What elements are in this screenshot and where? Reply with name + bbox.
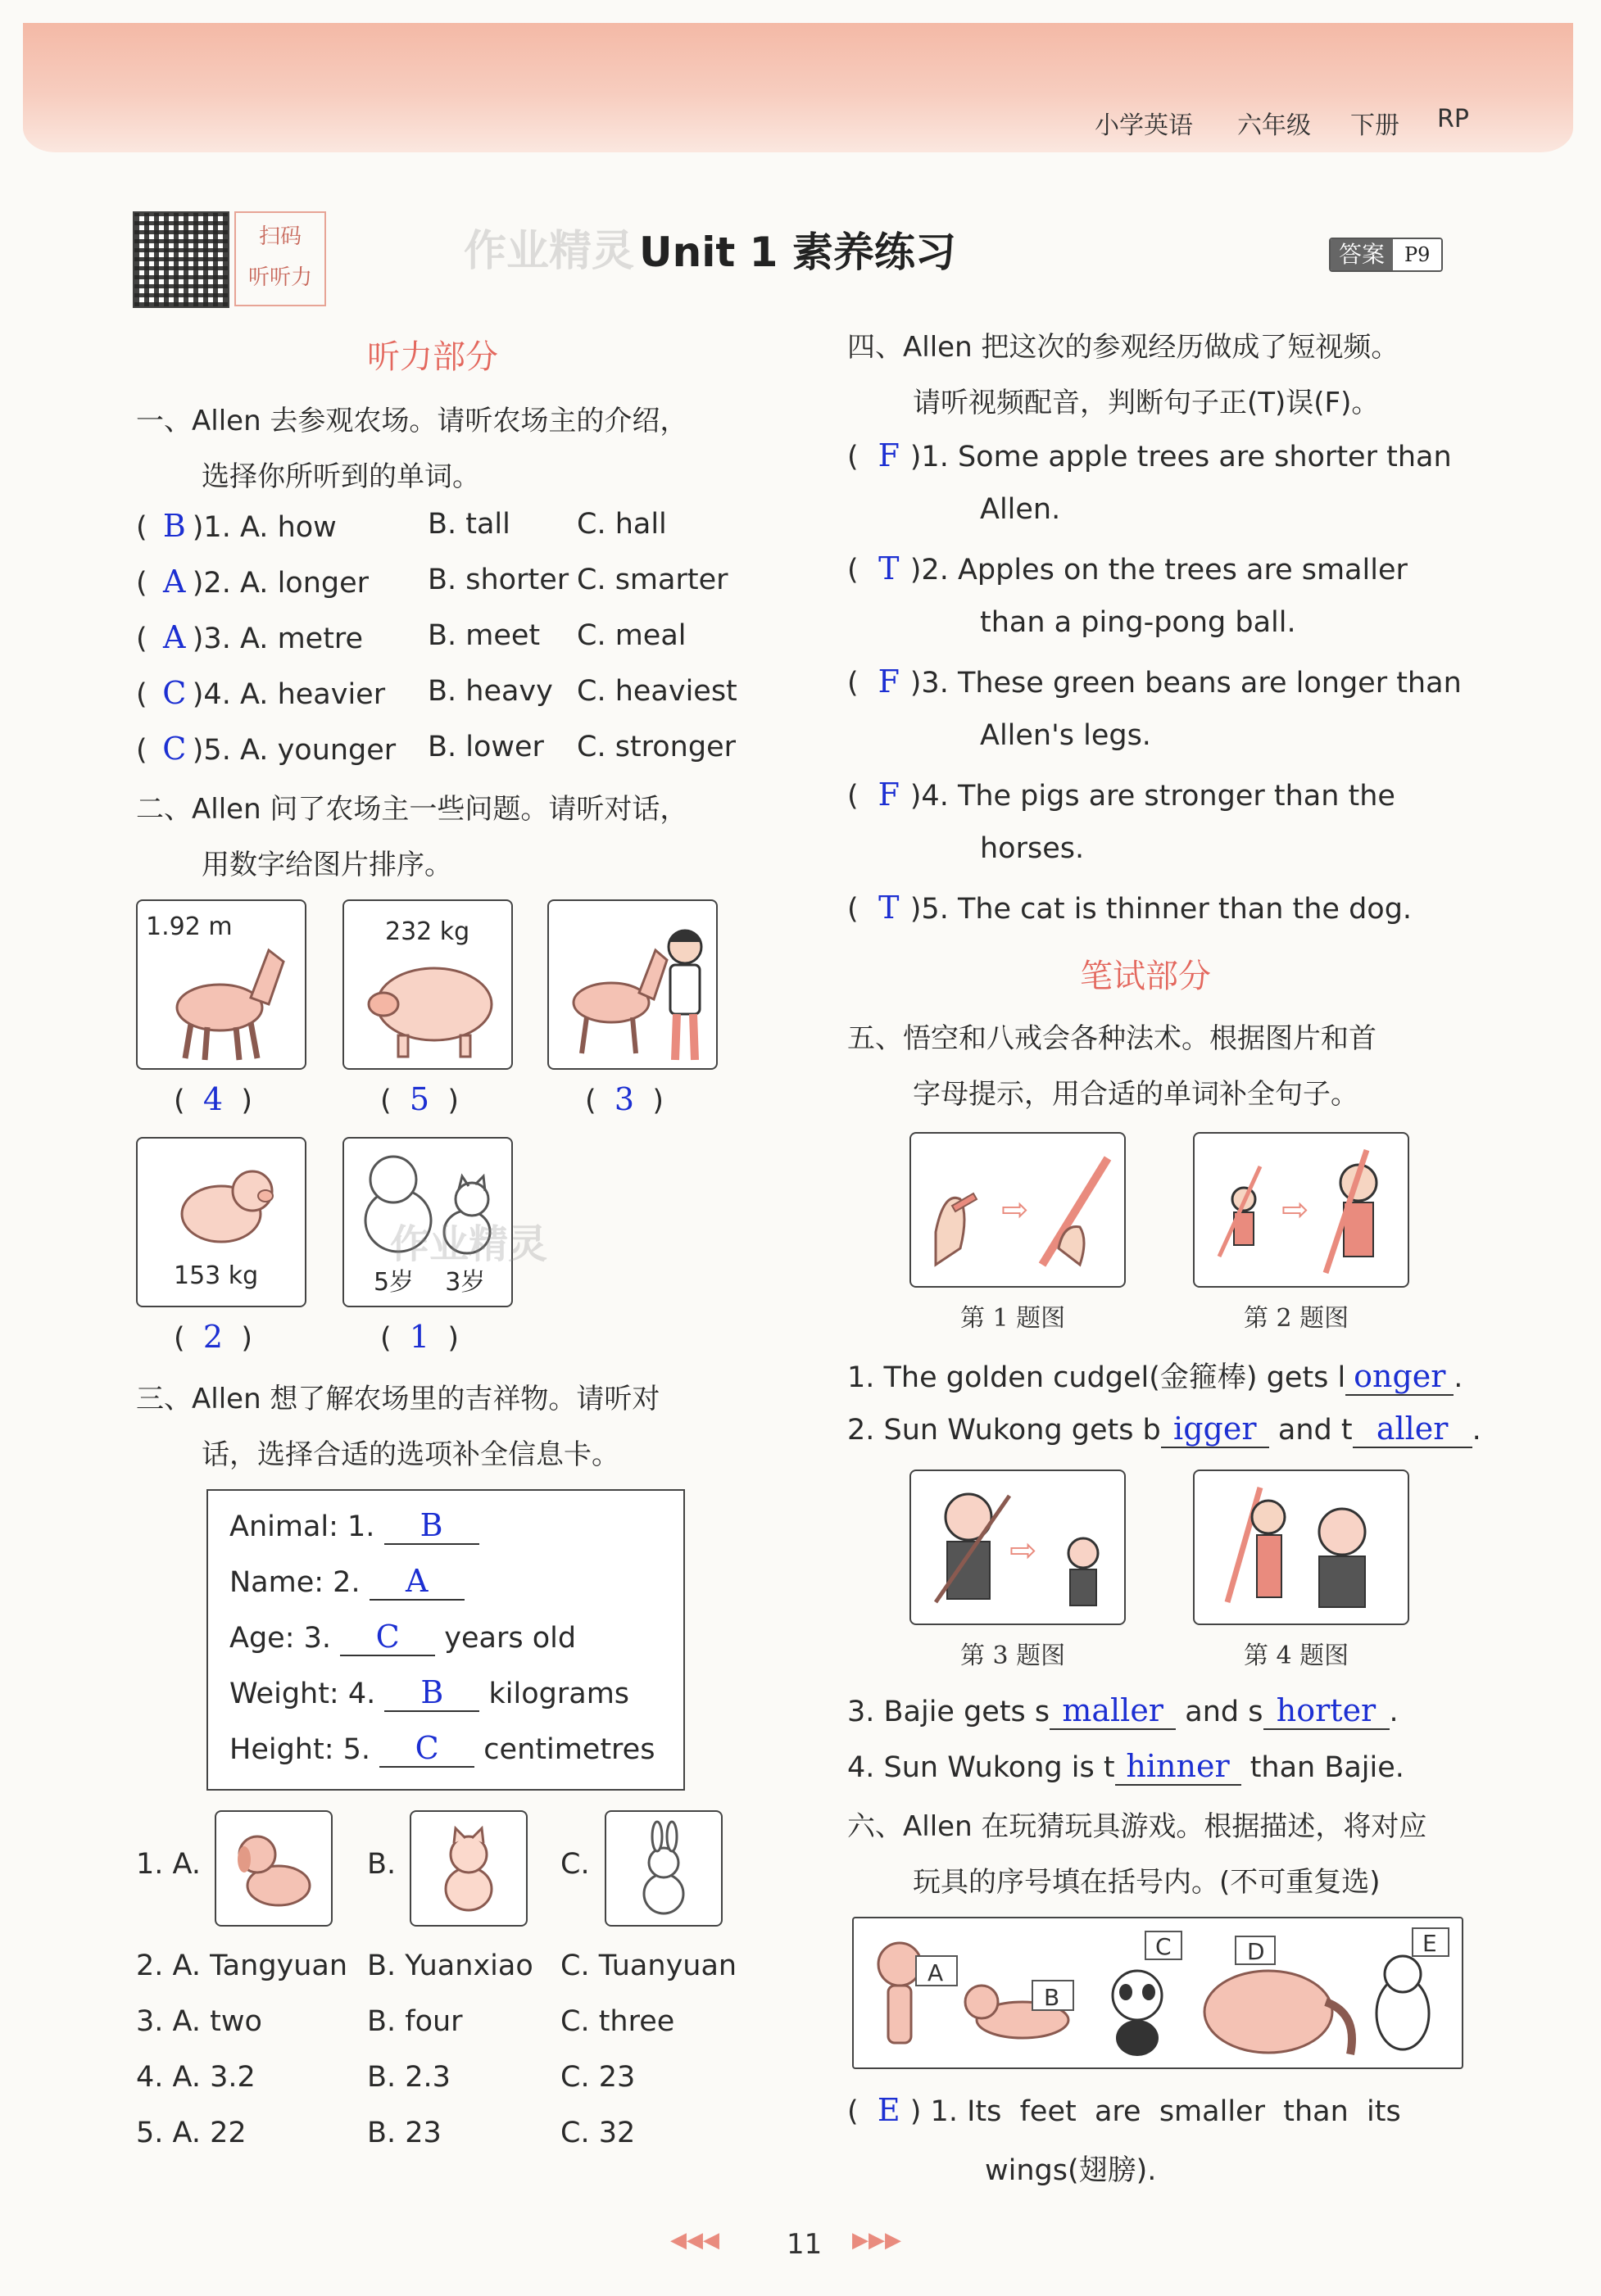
card-label: Age: 3.	[229, 1622, 332, 1655]
piglet-icon	[162, 1155, 285, 1253]
card-row-animal	[229, 1507, 479, 1545]
option-a: A. heavier	[239, 678, 386, 711]
card-row-weight	[229, 1674, 629, 1712]
pic-label: 153 kg	[174, 1261, 259, 1290]
q3-option-b: B. four	[367, 2005, 463, 2038]
qr-label-line2: 听听力	[247, 265, 312, 290]
sec2-instruction-2: 用数字给图片排序。	[202, 849, 452, 881]
dog-icon	[228, 1823, 321, 1915]
bajie-shrinking-icon	[919, 1479, 1119, 1619]
sentence-text: 4. Sun Wukong is t	[847, 1751, 1115, 1784]
item-number: )5.	[192, 734, 231, 767]
option-b: B. lower	[428, 731, 544, 763]
sec4-item-1-cont: Allen.	[980, 493, 1061, 526]
item-number: )3.	[192, 623, 231, 655]
answer: 1	[409, 1319, 430, 1355]
item-number: )1.	[192, 511, 231, 544]
toys-picture	[852, 1917, 1463, 2069]
page-title: Unit 1 素养练习	[639, 229, 956, 276]
option-c: C. hall	[577, 508, 667, 541]
flag-b: B	[1044, 1984, 1060, 2011]
answer: B	[384, 1674, 479, 1712]
answer: 5	[409, 1081, 430, 1117]
item-text: )1. Some apple trees are shorter than	[909, 441, 1452, 473]
sec1-item-2: ( A )2. A. longer	[136, 564, 370, 600]
sec5-picture-4	[1193, 1470, 1409, 1625]
watermark: 作业精灵	[464, 227, 635, 276]
q4-option-a: 4. A. 3.2	[136, 2061, 256, 2094]
sec1-item-5: ( C )5. A. younger	[136, 731, 397, 767]
caption-3: 第 3 题图	[960, 1642, 1066, 1670]
sec4-item-3-cont: Allen's legs.	[980, 719, 1151, 752]
answer: A	[163, 619, 186, 655]
rabbit-icon	[618, 1820, 711, 1918]
watermark-2: 作业精灵	[390, 1221, 548, 1267]
q2-option-c: C. Tuanyuan	[560, 1950, 737, 1982]
answer: onger	[1345, 1358, 1454, 1396]
option-b: B. shorter	[428, 564, 569, 596]
q1-option-c-label: C.	[560, 1848, 590, 1881]
sec1-item-1: ( B )1. A. how	[136, 508, 337, 544]
qr-label-line1: 扫码	[258, 224, 302, 249]
punct: .	[1472, 1414, 1481, 1447]
sec4-instruction-1: 四、Allen 把这次的参观经历做成了短视频。	[847, 331, 1399, 364]
writing-heading: 笔试部分	[1080, 958, 1211, 995]
answer: C	[162, 731, 187, 767]
card-label: Animal: 1.	[229, 1510, 375, 1543]
q1-option-b-label: B.	[367, 1848, 397, 1881]
sec2-order-1: ( 4 )	[174, 1081, 252, 1117]
answer: 2	[202, 1319, 224, 1355]
svg-text:⇨: ⇨	[1001, 1191, 1029, 1229]
sec4-item-5: ( T )5. The cat is thinner than the dog.	[847, 890, 1413, 926]
answer: horter	[1263, 1692, 1390, 1730]
caption-4: 第 4 题图	[1244, 1642, 1349, 1670]
svg-text:⇨: ⇨	[1009, 1532, 1037, 1569]
answer: B	[384, 1507, 479, 1545]
sec2-order-4: ( 2 )	[174, 1319, 252, 1355]
answer: F	[878, 777, 900, 813]
sec4-item-4-cont: horses.	[980, 832, 1085, 865]
sec5-instruction-1: 五、悟空和八戒会各种法术。根据图片和首	[847, 1022, 1376, 1055]
answer: F	[878, 437, 900, 473]
card-row-age	[229, 1619, 576, 1656]
option-b: B. heavy	[428, 675, 553, 708]
answer: A	[370, 1563, 465, 1601]
answer: C	[162, 675, 187, 711]
answer: maller	[1050, 1692, 1176, 1730]
flag-a: A	[927, 1959, 944, 1986]
sentence-text: and t	[1277, 1414, 1353, 1447]
option-b: B. meet	[428, 619, 541, 652]
item-text: )4. The pigs are stronger than the	[909, 780, 1395, 813]
sentence-text: 3. Bajie gets s	[847, 1696, 1050, 1728]
sec2-order-3: ( 3 )	[585, 1081, 664, 1117]
sec3-instruction-1: 三、Allen 想了解农场里的吉祥物。请听对	[136, 1383, 660, 1415]
option-c: C. meal	[577, 619, 687, 652]
q2-option-b: B. Yuanxiao	[367, 1950, 533, 1982]
q4-option-c: C. 23	[560, 2061, 636, 2094]
item-number: )4.	[192, 678, 231, 711]
sentence-text: 1. The golden cudgel(金箍棒) gets l	[847, 1361, 1346, 1394]
sec4-instruction-2: 请听视频配音，判断句子正(T)误(F)。	[913, 387, 1380, 419]
card-row-name	[229, 1563, 465, 1601]
sec4-item-2-cont: than a ping-pong ball.	[980, 606, 1296, 639]
pic-label: 1.92 m	[146, 913, 233, 941]
pig-icon	[356, 950, 503, 1065]
sec6-item-1-cont: wings(翅膀).	[985, 2154, 1157, 2187]
option-a: A. longer	[239, 567, 370, 600]
toys-icon	[859, 1923, 1457, 2064]
horse-icon	[154, 926, 293, 1065]
sec3-instruction-2: 话，选择合适的选项补全信息卡。	[202, 1438, 619, 1471]
q3-option-a: 3. A. two	[136, 2005, 262, 2038]
sec5-instruction-2: 字母提示，用合适的单词补全句子。	[913, 1078, 1358, 1111]
answer: hinner	[1115, 1748, 1241, 1786]
sec5-sentence-4	[847, 1748, 1404, 1786]
piglet-picture	[136, 1137, 306, 1307]
q1-option-b-picture	[410, 1810, 528, 1927]
pig-picture	[342, 899, 513, 1070]
card-unit: kilograms	[488, 1678, 630, 1710]
answer-page: P9	[1393, 239, 1441, 270]
card-unit: years old	[444, 1622, 577, 1655]
card-label: Height: 5.	[229, 1733, 371, 1766]
qr-label	[234, 211, 326, 306]
boy-with-horse-icon	[554, 914, 714, 1066]
q2-option-a: 2. A. Tangyuan	[136, 1950, 348, 1982]
header-edition: RP	[1437, 105, 1469, 134]
listening-heading: 听力部分	[367, 338, 498, 376]
wukong-growing-icon	[1203, 1142, 1403, 1281]
sentence-text: 2. Sun Wukong gets b	[847, 1414, 1161, 1447]
flag-c: C	[1155, 1933, 1172, 1960]
sec1-item-3: ( A )3. A. metre	[136, 619, 364, 655]
wukong-bajie-icon	[1203, 1479, 1403, 1619]
q1-option-a-picture	[215, 1810, 333, 1927]
sec5-sentence-2	[847, 1411, 1481, 1448]
option-c: C. stronger	[577, 731, 737, 763]
card-unit: centimetres	[483, 1733, 655, 1766]
header-grade: 六年级	[1237, 111, 1311, 140]
answer: E	[877, 2092, 900, 2128]
punct: .	[1454, 1361, 1463, 1394]
sec6-instruction-2: 玩具的序号填在括号内。(不可重复选)	[913, 1866, 1381, 1899]
punct: .	[1389, 1696, 1399, 1728]
sec4-item-3: ( F )3. These green beans are longer than	[847, 663, 1462, 700]
answer: B	[162, 508, 186, 544]
answer: C	[340, 1619, 435, 1656]
option-a: A. younger	[239, 734, 397, 767]
answer: 4	[202, 1081, 224, 1117]
svg-text:⇨: ⇨	[1281, 1191, 1309, 1229]
answer: igger	[1161, 1411, 1269, 1448]
caption-1: 第 1 题图	[960, 1304, 1066, 1333]
q5-option-a: 5. A. 22	[136, 2117, 247, 2149]
header-banner	[23, 23, 1573, 152]
q4-option-b: B. 2.3	[367, 2061, 451, 2094]
cat-icon	[423, 1823, 516, 1915]
sec5-sentence-3	[847, 1692, 1399, 1730]
answer: T	[878, 890, 900, 926]
sec2-instruction-1: 二、Allen 问了农场主一些问题。请听对话，	[136, 793, 688, 826]
q5-option-b: B. 23	[367, 2117, 442, 2149]
caption-2: 第 2 题图	[1244, 1304, 1349, 1333]
qr-code[interactable]	[133, 211, 229, 308]
sec5-picture-3	[909, 1470, 1126, 1625]
sec4-item-1: ( F )1. Some apple trees are shorter than	[847, 437, 1452, 473]
q3-option-c: C. three	[560, 2005, 675, 2038]
boy-horse-picture	[547, 899, 718, 1070]
sec4-item-4: ( F )4. The pigs are stronger than the	[847, 777, 1395, 813]
flag-d: D	[1247, 1938, 1265, 1965]
card-label: Weight: 4.	[229, 1678, 376, 1710]
answer: F	[878, 663, 900, 700]
sentence-text: and s	[1185, 1696, 1263, 1728]
pic-label: 5岁 3岁	[374, 1268, 486, 1297]
answer-label: 答案	[1331, 239, 1393, 270]
sec6-instruction-1: 六、Allen 在玩猜玩具游戏。根据描述，将对应	[847, 1810, 1427, 1843]
sec1-instruction-1: 一、Allen 去参观农场。请听农场主的介绍，	[136, 405, 688, 437]
page-number: 11	[787, 2228, 823, 2261]
sentence-text: than Bajie.	[1250, 1751, 1404, 1784]
sec4-item-2: ( T )2. Apples on the trees are smaller	[847, 550, 1408, 586]
item-text: ) 1. Its feet are smaller than its	[909, 2095, 1401, 2128]
q5-option-c: C. 32	[560, 2117, 636, 2149]
option-c: C. smarter	[577, 564, 728, 596]
sec1-instruction-2: 选择你所听到的单词。	[202, 460, 480, 493]
q1-option-c-picture	[605, 1810, 723, 1927]
sec1-item-4: ( C )4. A. heavier	[136, 675, 386, 711]
sec2-order-2: ( 5 )	[380, 1081, 459, 1117]
item-number: )2.	[192, 567, 231, 600]
option-a: A. metre	[239, 623, 364, 655]
answer: C	[379, 1730, 474, 1768]
q1-option-a-label: 1. A.	[136, 1848, 201, 1881]
header-term: 下册	[1350, 111, 1399, 140]
next-arrows-icon: ▶▶▶	[852, 2228, 901, 2253]
answer-badge	[1329, 238, 1443, 272]
sec2-order-5: ( 1 )	[380, 1319, 459, 1355]
option-a: A. how	[239, 511, 337, 544]
card-row-height	[229, 1730, 655, 1768]
answer: T	[878, 550, 900, 586]
pic-label: 232 kg	[385, 917, 470, 946]
card-label: Name: 2.	[229, 1566, 361, 1599]
prev-arrows-icon: ◀◀◀	[670, 2228, 719, 2253]
option-c: C. heaviest	[577, 675, 737, 708]
answer: A	[163, 564, 186, 600]
flag-e: E	[1422, 1930, 1437, 1957]
option-b: B. tall	[428, 508, 510, 541]
item-text: )5. The cat is thinner than the dog.	[909, 893, 1413, 926]
answer: aller	[1353, 1411, 1472, 1448]
sec5-picture-2	[1193, 1132, 1409, 1288]
header-subject: 小学英语	[1095, 111, 1193, 140]
sec6-item-1: ( E ) 1. Its feet are smaller than its	[847, 2092, 1401, 2128]
sec5-sentence-1	[847, 1355, 1463, 1396]
sec5-picture-1	[909, 1132, 1126, 1288]
answer: 3	[614, 1081, 635, 1117]
item-text: )2. Apples on the trees are smaller	[909, 554, 1408, 586]
cudgel-growing-icon	[919, 1142, 1119, 1281]
item-text: )3. These green beans are longer than	[909, 667, 1462, 700]
horse-picture	[136, 899, 306, 1070]
